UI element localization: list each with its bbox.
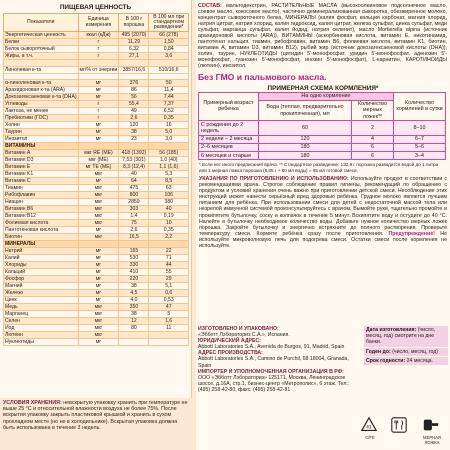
nutrition-row xyxy=(4,283,189,290)
nutrition-cell-name: Арахидоновая к-та (ARA) xyxy=(4,87,79,94)
recycle-icon xyxy=(360,416,378,434)
feeding-cell-scoops: 6 xyxy=(352,143,394,151)
shelf-life-box xyxy=(364,357,448,365)
col-header-unit: Единица измерения xyxy=(78,14,119,32)
nutrition-cell-v2: 7,44 xyxy=(149,94,189,101)
nutrition-row xyxy=(4,325,189,332)
feed-col-water: Вода (теплая, предварительно прокипяченная), мл xyxy=(259,100,352,121)
nutrition-cell-v1: 38 xyxy=(119,311,149,318)
nutrition-cell-name: Рибофлавин xyxy=(4,192,79,199)
nutrition-cell-name: Цинк xyxy=(4,297,79,304)
svg-text:41: 41 xyxy=(366,425,372,431)
nutrition-cell-v1: 7,53 (301) xyxy=(119,157,149,164)
package-icons xyxy=(360,416,448,448)
feeding-cell-times: 8–10 xyxy=(394,121,446,135)
nutrition-cell-name: Пантотеновая кислота xyxy=(4,227,79,234)
nutrition-cell-v1: 4,0 xyxy=(119,297,149,304)
nutrition-cell-v2: 0,19 xyxy=(149,213,189,220)
nutrition-cell-name: Инозитол xyxy=(4,136,79,143)
nutrition-cell-unit: мг xyxy=(78,276,119,283)
feeding-cell-times: 6–7 xyxy=(394,135,446,143)
nutrition-cell-v1: 220 xyxy=(119,276,149,283)
nutrition-cell-unit: г xyxy=(78,46,119,53)
nutrition-cell-v2: 44 xyxy=(149,262,189,269)
nutrition-row xyxy=(4,101,189,108)
nutrition-cell-name: Витамин D3 xyxy=(4,157,79,164)
nutrition-cell-v1 xyxy=(119,339,149,346)
nutrition-row xyxy=(4,192,189,199)
nutrition-cell-name: Тиамин xyxy=(4,185,79,192)
nutrition-cell-v1: 64 xyxy=(119,178,149,185)
nutrition-row xyxy=(4,87,189,94)
nutrition-cell-name: Докозагексаеновая к-та (DHA) xyxy=(5,94,77,101)
nutrition-row xyxy=(4,227,189,234)
nutrition-row xyxy=(4,304,189,311)
nutrition-cell-unit: мг xyxy=(78,136,119,143)
production-date-box xyxy=(364,326,448,347)
nutrition-row xyxy=(4,164,189,171)
nutrition-cell-unit: мкг xyxy=(78,332,119,339)
nutrition-cell-v2: 0,6 xyxy=(149,290,189,297)
nutrition-cell-v2: 22 xyxy=(149,248,189,255)
nutrition-row xyxy=(4,66,189,73)
nutrition-cell-unit: мг xyxy=(78,339,119,346)
scoop-caption: МЕРНАЯ ЛОЖКА xyxy=(423,435,441,445)
nutrition-cell-v2: 7,37 xyxy=(149,101,189,108)
nutrition-row xyxy=(4,185,189,192)
nutrition-row xyxy=(4,46,189,53)
shelf-life-text: 24 месяца. xyxy=(406,357,434,364)
nutrition-cell-name: ВИТАМИНЫ xyxy=(4,143,79,150)
nutrition-cell-name: Пребиотики (ГОС) xyxy=(4,115,79,122)
nutrition-cell-v1: 120 xyxy=(119,122,149,129)
nutrition-cell-unit: мкг xyxy=(78,325,119,332)
nutrition-cell-v2: 380 xyxy=(149,199,189,206)
scoop-icon xyxy=(422,416,440,434)
nutrition-cell-name: Лактоза, не менее xyxy=(4,108,79,115)
nutrition-row xyxy=(4,255,189,262)
nutrition-cell-v1: 86 xyxy=(119,87,149,94)
nutrition-cell-v2: 11,4 xyxy=(149,87,189,94)
nutrition-row xyxy=(4,276,189,283)
nutrition-cell-unit: мкг (ME) xyxy=(78,157,119,164)
nutrition-cell-v2: 47 xyxy=(149,304,189,311)
nutrition-cell-v2 xyxy=(149,241,189,248)
nutrition-row xyxy=(4,339,189,346)
nutrition-row xyxy=(4,213,189,220)
nutrition-cell-name: Марганец xyxy=(4,311,79,318)
nutrition-cell-v2: 0,53 xyxy=(149,297,189,304)
nutrition-row xyxy=(4,318,189,325)
nutrition-cell-name: Фосфор xyxy=(4,276,79,283)
nutrition-cell-v1: 330 xyxy=(119,262,149,269)
feeding-cell-water: 180 xyxy=(259,152,352,160)
nutrition-cell-name: Натрий xyxy=(4,248,79,255)
feeding-table-body xyxy=(199,121,446,160)
nutrition-cell-name: Витамин C xyxy=(4,178,79,185)
nutrition-cell-name: Хлориды xyxy=(4,262,79,269)
nutrition-cell-v1: 49 xyxy=(119,108,149,115)
nutrition-row xyxy=(4,150,189,157)
instructions-text: Используйте продукт в соответствии с рекомендациями врача. Строгое соблюдение правил гигиены, рекомендаций по обращению с продуктом и условий хранения очень важно при приготовлении детской смеси. Несоблюдение этих инструкций может нанести серьёзный вред здоровью ребёнка. Грудное молоко является лучшим питанием для ребёнка. При использовании смеси для детей с недостаточной массой тела или незрелой иммунной системой проконсультируйтесь с врачом. Вымойте руки, тщательно промойте и прокипятите бутылочку, соску и колпачок в течение 5 минут. Вскипятите воду и остудите до 40 °C. Налейте в бутылочку необходимое количество воды. Добавьте нужное количество мерных ложек порошка. Закройте бутылочку и энергично встряхните до полного растворения. Проверьте температуру смеси. Кормите ребёнка сразу после приготовления. xyxy=(199,175,447,237)
nutrition-row xyxy=(4,178,189,185)
nutrition-cell-v1: 3857/16,6 xyxy=(119,66,149,73)
col-header-per100ml: В 100 мл при стандартном разведении* xyxy=(149,14,189,32)
nutrition-cell-v1: 165 xyxy=(119,248,149,255)
feeding-cell-scoops: 4 xyxy=(352,135,394,143)
nutrition-cell-name: Ниацин xyxy=(4,199,79,206)
production-address-text: Abbott Laboratories S.A., Camino de Purchil, 68 18004, Granada, Spain xyxy=(198,356,349,369)
nutrition-cell-v1: 27,1 xyxy=(119,53,149,60)
nutrition-cell-v1: 800 xyxy=(119,192,149,199)
nutrition-cell-unit: мг xyxy=(78,297,119,304)
nutrition-cell-unit xyxy=(78,241,119,248)
gmo-claim: Без ГМО и пальмового масла. xyxy=(198,71,327,82)
nutrition-cell-unit: мг xyxy=(78,94,119,101)
nutrition-cell-unit: мг/% от энергии xyxy=(79,66,118,73)
nutrition-cell-v2: 55 xyxy=(149,269,189,276)
nutrition-cell-unit xyxy=(78,143,119,150)
nutrition-cell-name: Медь xyxy=(4,304,79,311)
nutrition-cell-name: Лютеин xyxy=(4,332,79,339)
feeding-row xyxy=(199,135,446,143)
nutrition-cell-unit: г xyxy=(78,115,119,122)
nutrition-cell-v1: 2,6 xyxy=(119,227,149,234)
production-date-label: Дата изготовления: xyxy=(366,327,417,333)
legal-address-text: Abbott Laboratories S.A., Avenida de Burgos, 91, Madrid, Spain xyxy=(198,344,345,351)
feeding-table xyxy=(198,92,446,161)
feeding-cell-age: 2 недели – 2 месяца xyxy=(199,135,259,143)
importer-text: ООО «Эбботт Лэбораториз» 125171, Москва, Ленинградское шоссе, д.16А, стр.1, бизнес-центр «Метрополис», 6 этаж. Тел.: (495) 258-42-80, факс: (495) 258-42-81 xyxy=(198,374,350,393)
nutrition-cell-v2: 106 xyxy=(149,192,189,199)
nutrition-cell-name: Магний xyxy=(4,283,79,290)
nutrition-cell-v2: 5,0 xyxy=(149,129,189,136)
nutrition-cell-name: Железо xyxy=(4,290,79,297)
nutrition-cell-name: Витамин B12 xyxy=(4,213,79,220)
col-header-per100g: В 100 г порошка xyxy=(119,14,149,32)
composition xyxy=(196,0,450,70)
nutrition-cell-unit: мкг RE (ME) xyxy=(78,150,119,157)
nutrition-cell-unit: мг xyxy=(78,80,119,87)
nutrition-cell-v2: 66 (278) xyxy=(149,32,189,39)
nutrition-cell-v1: 40 xyxy=(119,171,149,178)
nutrition-cell-unit: мг xyxy=(78,262,119,269)
nutrition-cell-v1: 1,4 xyxy=(119,213,149,220)
nutrition-cell-unit: мкг xyxy=(78,318,119,325)
nutrition-cell-name: Витамин K1 xyxy=(4,171,79,178)
nutrition-row xyxy=(4,122,189,129)
feeding-cell-age: С рождения до 2 недель xyxy=(199,121,259,135)
nutrition-cell-v2 xyxy=(149,332,189,339)
col-header-name: Показатели xyxy=(4,14,79,32)
nutrition-cell-name: Белок сывороточный xyxy=(4,46,79,53)
nutrition-cell-unit: мг xyxy=(78,248,119,255)
nutrition-cell-unit: мг xyxy=(78,87,119,94)
nutrition-cell-v1: 8,3 (12,4) xyxy=(119,164,149,171)
nutrition-cell-unit: мкг xyxy=(78,199,119,206)
warning-label: Предупреждение! xyxy=(388,230,436,237)
nutrition-cell-name: Биотин xyxy=(4,234,79,241)
nutrition-cell-v1: 16,5 xyxy=(119,234,149,241)
nutrition-cell-v1: 410 xyxy=(119,269,149,276)
nutrition-row xyxy=(4,108,189,115)
feed-col-times: Количество кормлений в сутки xyxy=(394,92,446,121)
nutrition-cell-name: Энергетическая ценность xyxy=(4,32,79,39)
nutrition-cell-v2: 29 xyxy=(149,276,189,283)
nutrition-cell-v1 xyxy=(119,241,149,248)
nutrition-cell-v2: 71 xyxy=(149,255,189,262)
expiry-box xyxy=(364,348,448,356)
nutrition-cell-name: МИНЕРАЛЫ xyxy=(4,241,79,248)
nutrition-cell-v2: 16 xyxy=(149,122,189,129)
nutrition-table-body xyxy=(4,32,189,346)
nutrition-cell-v2: 1,6 xyxy=(149,318,189,325)
feed-col-age: Примерный возраст ребенка xyxy=(199,92,259,121)
nutrition-cell-v1: 530 xyxy=(119,255,149,262)
dates-block xyxy=(364,326,448,366)
nutrition-cell-v1: 418 (1392) xyxy=(119,150,149,157)
nutrition-cell-v2: 1,0 (40) xyxy=(149,157,189,164)
production-date-text: (число, месяц, год) смотрите на дне банки. xyxy=(366,327,436,346)
nutrition-cell-unit: мкг xyxy=(78,192,119,199)
nutrition-row xyxy=(4,262,189,269)
address-block xyxy=(198,326,358,393)
nutrition-title: ПИЩЕВАЯ ЦЕННОСТЬ xyxy=(59,4,132,11)
importer-label: ИМПОРТЕР И УПОЛНОМОЧЕННАЯ ОРГАНИЗАЦИЯ В РФ: xyxy=(198,368,344,375)
nutrition-cell-v1: 11,29 xyxy=(119,39,149,46)
nutrition-cell-unit: мг xyxy=(78,129,119,136)
nutrition-row xyxy=(4,269,189,276)
nutrition-cell-name: Углеводы xyxy=(4,101,79,108)
feeding-cell-water: 120 xyxy=(259,135,352,143)
nutrition-cell-unit: мкг xyxy=(78,220,119,227)
nutrition-cell-v2: 0,84 xyxy=(149,46,189,53)
storage-label: УСЛОВИЯ ХРАНЕНИЯ: xyxy=(3,400,62,406)
nutrition-cell-unit: мг xyxy=(78,269,119,276)
nutrition-cell-unit: мг xyxy=(78,227,119,234)
nutrition-row xyxy=(4,234,189,241)
nutrition-row xyxy=(4,53,189,60)
nutrition-cell-v2: 5,1 xyxy=(149,283,189,290)
feeding-note: * Если нет иного предписания врача. ** Стандартное разведение: 132,9 г порошка разводится водой до 1 литра или 1 мерная ложка порошка (8,85 г + 60 мл воды) = 65 мл готовой смеси. xyxy=(199,162,439,173)
nutrition-cell-v1: 2,6 xyxy=(119,115,149,122)
nutrition-cell-v2: 50 xyxy=(149,80,189,87)
nutrition-cell-v1: 23 xyxy=(119,136,149,143)
nutrition-cell-name: Фолиевая кислота xyxy=(4,220,79,227)
nutrition-cell-v2: 63 xyxy=(149,185,189,192)
nutrition-cell-unit: мкг xyxy=(78,311,119,318)
nutrition-cell-v2 xyxy=(149,143,189,150)
nutrition-cell-name: Нуклеотиды xyxy=(4,339,79,346)
nutrition-cell-v1: 80 xyxy=(119,325,149,332)
feeding-cell-water: 60 xyxy=(259,121,352,135)
nutrition-row xyxy=(4,206,189,213)
feed-col-scoops: Количество мерных ложек** xyxy=(352,100,394,121)
nutrition-cell-v1: 495 (2070) xyxy=(119,32,149,39)
nutrition-cell-name: Калий xyxy=(4,255,79,262)
nutrition-row xyxy=(4,199,189,206)
nutrition-cell-v2: 0,35 xyxy=(149,227,189,234)
manufacturer-text: «Эбботт Лэбораториз С.А.», Испания. xyxy=(198,332,290,339)
recycle-caption: C/FE xyxy=(365,435,375,440)
nutrition-cell-unit: г xyxy=(78,53,119,60)
nutrition-cell-name: Витамин B6 xyxy=(4,206,79,213)
nutrition-cell-v2: 0,35 xyxy=(149,115,189,122)
nutrition-cell-unit: мкг xyxy=(78,234,119,241)
nutrition-row xyxy=(4,290,189,297)
instructions-label: УКАЗАНИЯ ПО ПРИГОТОВЛЕНИЮ И ИСПОЛЬЗОВАНИЮ: xyxy=(199,175,349,182)
nutrition-cell-name: Витамин E xyxy=(4,164,79,171)
nutrition-cell-unit: мкг xyxy=(78,185,119,192)
nutrition-cell-unit: мг xyxy=(78,122,119,129)
feeding-cell-times: 3–4 xyxy=(394,152,446,160)
nutrition-cell-v1: 2859 xyxy=(119,199,149,206)
nutrition-cell-unit: мг xyxy=(78,290,119,297)
nutrition-cell-v1: 303 xyxy=(119,206,149,213)
nutrition-cell-name: Таурин xyxy=(4,129,79,136)
nutrition-cell-v1 xyxy=(119,143,149,150)
instructions xyxy=(196,173,450,249)
feeding-cell-times: 5–6 xyxy=(394,143,446,151)
nutrition-cell-v2: 56 (185) xyxy=(149,150,189,157)
nutrition-cell-v2: 5 xyxy=(149,311,189,318)
nutrition-cell-v1: 55,4 xyxy=(119,101,149,108)
feeding-row xyxy=(199,143,446,151)
nutrition-cell-unit: мкг xyxy=(78,171,119,178)
feed-col-span: На одно кормление xyxy=(259,92,394,100)
nutrition-cell-unit: мкг xyxy=(78,304,119,311)
nutrition-cell-v1 xyxy=(119,332,149,339)
nutrition-cell-v1: 4,5 xyxy=(119,290,149,297)
nutrition-cell-unit: мг TE (ME) xyxy=(78,164,119,171)
legal-address-label: ЮРИДИЧЕСКИЙ АДРЕС: xyxy=(198,338,261,345)
feeding-cell-water: 180 xyxy=(259,143,352,151)
shelf-life-label: Срок годности: xyxy=(366,357,406,364)
nutrition-cell-v2: 3,0 xyxy=(149,136,189,143)
nutrition-cell-v1: 56 xyxy=(119,94,149,101)
manufacturer-label: ИЗГОТОВЛЕНО И УПАКОВАНО: xyxy=(198,326,279,332)
nutrition-cell-v1: 75 xyxy=(119,220,149,227)
nutrition-panel xyxy=(0,0,192,398)
nutrition-row xyxy=(4,115,189,122)
composition-text: мальтодекстрин, РАСТИТЕЛЬНЫЕ МАСЛА (высокоолеиновое подсолнечное масло, соевое масло, кокосовое масло), частично деминерализованная сыворотка, обезжиренное молоко, концентрат сывороточного белка, МИНЕРАЛЫ (калия фосфат, кальция карбонат, магния хлорид, натрия цитрат, натрия хлорид, калия гидроксид, калия цитрат, железа сульфат, цинка сульфат, меди сульфат, марганца сульфат, калия йодид, натрия селенит), масло Mortierella alpina (источник арахидоновой кислоты (ARA)), ВИТАМИНЫ (аскорбиновая кислота, витамин E, никотинамид, пантотенат кальция, тиамин, рибофлавин, витамин B6, фолиевая кислота, витамин K1, биотин, витамин A, витамин D3, витамин B12), рыбий жир (источник докозагексаеновой кислоты (DHA)), холин, таурин, НУКЛЕОТИДЫ (цитидин 5'-монофосфат, уридин 5'-монофосфат, аденозин 5'-монофосфат, гуанозин 5'-монофосфат, инозин 5'-монофосфат), L-карнитин, КАРОТИНОИДЫ (лютеин), инозитол. xyxy=(198,3,447,70)
nutrition-cell-unit: мкг xyxy=(78,206,119,213)
nutrition-cell-unit: г xyxy=(78,101,119,108)
nutrition-cell-v2: 510/16,6 xyxy=(149,66,189,73)
nutrition-row xyxy=(4,94,189,101)
nutrition-cell-v2 xyxy=(149,339,189,346)
feeding-row xyxy=(199,152,446,160)
nutrition-cell-v1: 38 xyxy=(119,129,149,136)
nutrition-cell-v2: 40 xyxy=(149,206,189,213)
feeding-cell-scoops: 2 xyxy=(352,121,394,135)
nutrition-cell-name: Селен xyxy=(4,318,79,325)
warning-text: Не используйте микроволновую печь для подогрева смеси. Остатки смеси после кормления не используйте. xyxy=(199,230,447,249)
nutrition-row xyxy=(4,136,189,143)
composition-label: СОСТАВ: xyxy=(198,3,222,9)
nutrition-row xyxy=(4,311,189,318)
nutrition-cell-name: Кальций xyxy=(4,269,79,276)
nutrition-cell-unit: мг xyxy=(78,178,119,185)
nutrition-table xyxy=(3,13,189,346)
nutrition-cell-v2: 1,50 xyxy=(149,39,189,46)
feeding-cell-age: 2–6 месяцев xyxy=(199,143,259,151)
nutrition-row xyxy=(4,129,189,136)
bottom-section xyxy=(196,326,450,450)
nutrition-cell-v2: 11 xyxy=(149,325,189,332)
nutrition-cell-v2: 8,5 xyxy=(149,178,189,185)
feeding-cell-age: 6 месяцев и старше xyxy=(199,152,259,160)
expiry-text: (число, месяц, год) xyxy=(392,348,438,355)
nutrition-cell-v1: 350 xyxy=(119,304,149,311)
nutrition-cell-name: Холин xyxy=(4,122,79,129)
nutrition-row xyxy=(4,143,189,150)
nutrition-cell-v2: 6,52 xyxy=(149,108,189,115)
storage-text: невскрытую упаковку хранить при температуре не выше 25 °C и относительной влажности воздуха не более 75%. После вскрытия упаковку закрыть пластиковой крышкой и хранить в сухом прохладном месте (но не в холодильнике). Вскрытая упаковка должна быть использована в течение 3 недель. xyxy=(3,400,188,431)
nutrition-row xyxy=(4,157,189,164)
nutrition-cell-v2: 5,3 xyxy=(149,171,189,178)
nutrition-cell-name: α-линоленовая к-та xyxy=(4,80,79,87)
nutrition-row xyxy=(4,332,189,339)
food-safe-icon xyxy=(390,416,408,434)
expiry-label: Годен до: xyxy=(366,348,391,355)
nutrition-cell-name: Линолевая к-та xyxy=(4,66,79,73)
nutrition-cell-name: Белки xyxy=(4,39,79,46)
nutrition-row xyxy=(4,32,189,39)
nutrition-cell-v1: 475 xyxy=(119,185,149,192)
nutrition-row xyxy=(4,80,189,87)
nutrition-cell-v1: 12 xyxy=(119,318,149,325)
feeding-row xyxy=(199,121,446,135)
nutrition-cell-name: Витамин A xyxy=(4,150,79,157)
nutrition-cell-v1: 376 xyxy=(119,80,149,87)
nutrition-cell-v2: 2,2 xyxy=(149,234,189,241)
nutrition-cell-unit: мг xyxy=(78,255,119,262)
nutrition-row xyxy=(4,220,189,227)
nutrition-cell-unit: г xyxy=(78,108,119,115)
nutrition-row xyxy=(4,248,189,255)
nutrition-cell-unit: г xyxy=(78,39,119,46)
nutrition-cell-unit: ккал (кДж) xyxy=(78,32,119,39)
nutrition-row xyxy=(4,171,189,178)
nutrition-row xyxy=(4,39,189,46)
production-address-label: АДРЕС ПРОИЗВОДСТВА: xyxy=(198,350,263,357)
nutrition-cell-unit: мг xyxy=(78,283,119,290)
nutrition-cell-v2: 10 xyxy=(149,220,189,227)
storage-section xyxy=(3,400,189,431)
nutrition-cell-v1: 6,32 xyxy=(119,46,149,53)
feeding-cell-scoops: 6 xyxy=(352,152,394,160)
nutrition-row xyxy=(4,241,189,248)
nutrition-row xyxy=(4,297,189,304)
nutrition-cell-name: Йод xyxy=(4,325,79,332)
nutrition-cell-v1: 38 xyxy=(119,283,149,290)
nutrition-cell-v2: 1,1 (1,6) xyxy=(149,164,189,171)
nutrition-cell-v2: 3,6 xyxy=(149,53,189,60)
feeding-title: ПРИМЕРНАЯ СХЕМА КОРМЛЕНИЯ* xyxy=(267,84,379,92)
nutrition-cell-name: Жиры, в т.ч. xyxy=(4,53,79,60)
nutrition-cell-unit: мкг xyxy=(78,213,119,220)
